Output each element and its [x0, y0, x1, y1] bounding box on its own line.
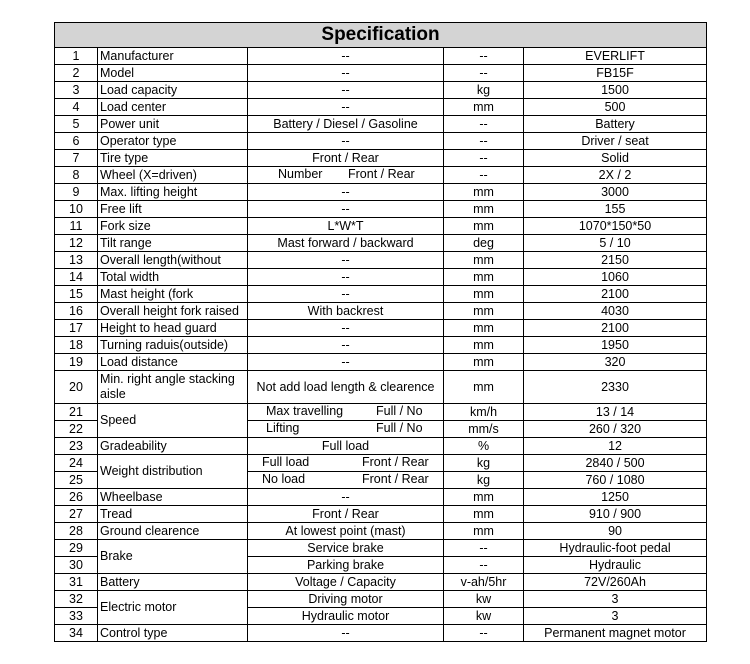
- item-unit: mm: [444, 320, 524, 337]
- row-number: 20: [55, 371, 98, 404]
- table-row: [55, 48, 707, 65]
- table-row: [55, 303, 707, 320]
- item-unit: v-ah/5hr: [444, 574, 524, 591]
- item-name: Fork size: [98, 218, 248, 235]
- item-value: 90: [524, 523, 707, 540]
- item-condition: --: [248, 201, 444, 218]
- item-value: 72V/260Ah: [524, 574, 707, 591]
- item-name: Free lift: [98, 201, 248, 218]
- row-number: 6: [55, 133, 98, 150]
- item-value: Permanent magnet motor: [524, 625, 707, 642]
- item-unit: --: [444, 116, 524, 133]
- item-value: 320: [524, 354, 707, 371]
- item-value: 1950: [524, 337, 707, 354]
- row-number: 17: [55, 320, 98, 337]
- item-name: Tilt range: [98, 235, 248, 252]
- item-value: Hydraulic-foot pedal: [524, 540, 707, 557]
- item-condition: Not add load length & clearence: [248, 371, 444, 404]
- item-name: Load distance: [98, 354, 248, 371]
- row-number: 10: [55, 201, 98, 218]
- item-unit: --: [444, 48, 524, 65]
- item-value: 2840 / 500: [524, 455, 707, 472]
- item-condition: At lowest point (mast): [248, 523, 444, 540]
- row-number: 24: [55, 455, 98, 472]
- item-condition: --: [248, 82, 444, 99]
- item-name: Height to head guard: [98, 320, 248, 337]
- table-row: [55, 150, 707, 167]
- item-name: Tire type: [98, 150, 248, 167]
- item-condition: --: [248, 48, 444, 65]
- table-row: [55, 82, 707, 99]
- table-row: [55, 116, 707, 133]
- table-row: [55, 269, 707, 286]
- item-value: 13 / 14: [524, 404, 707, 421]
- condition-part-b: Full / No: [376, 421, 423, 435]
- item-name: Manufacturer: [98, 48, 248, 65]
- item-value: 1060: [524, 269, 707, 286]
- condition-part-a: Max travelling: [266, 404, 344, 418]
- table-row: [55, 574, 707, 591]
- table-row: [55, 489, 707, 506]
- item-unit: %: [444, 438, 524, 455]
- item-value: 5 / 10: [524, 235, 707, 252]
- item-condition: Hydraulic motor: [248, 608, 444, 625]
- item-value: 260 / 320: [524, 421, 707, 438]
- item-unit: mm: [444, 354, 524, 371]
- table-row: [55, 371, 707, 404]
- row-number: 14: [55, 269, 98, 286]
- item-name: Load capacity: [98, 82, 248, 99]
- table-row: [55, 591, 707, 608]
- item-condition: Front / Rear: [248, 506, 444, 523]
- item-name: Weight distribution: [98, 455, 248, 489]
- item-value: 2330: [524, 371, 707, 404]
- item-value: 500: [524, 99, 707, 116]
- row-number: 30: [55, 557, 98, 574]
- item-condition: --: [248, 337, 444, 354]
- item-condition: With backrest: [248, 303, 444, 320]
- row-number: 21: [55, 404, 98, 421]
- item-condition: [248, 404, 444, 421]
- item-value: Driver / seat: [524, 133, 707, 150]
- row-number: 8: [55, 167, 98, 184]
- table-row: [55, 65, 707, 82]
- item-value: Solid: [524, 150, 707, 167]
- item-name: Wheelbase: [98, 489, 248, 506]
- row-number: 2: [55, 65, 98, 82]
- item-unit: --: [444, 65, 524, 82]
- item-value: Hydraulic: [524, 557, 707, 574]
- table-row: [55, 252, 707, 269]
- table-row: [55, 625, 707, 642]
- row-number: 23: [55, 438, 98, 455]
- condition-part-b: Front / Rear: [348, 167, 415, 181]
- item-name: Operator type: [98, 133, 248, 150]
- table-row: [55, 404, 707, 421]
- item-unit: mm: [444, 184, 524, 201]
- item-name: Min. right angle stacking aisle: [98, 371, 248, 404]
- table-row: [55, 337, 707, 354]
- item-name: Max. lifting height: [98, 184, 248, 201]
- item-condition: Voltage / Capacity: [248, 574, 444, 591]
- item-value: Battery: [524, 116, 707, 133]
- item-unit: mm: [444, 506, 524, 523]
- item-unit: mm: [444, 371, 524, 404]
- item-value: FB15F: [524, 65, 707, 82]
- table-row: [55, 235, 707, 252]
- item-value: 12: [524, 438, 707, 455]
- item-unit: mm/s: [444, 421, 524, 438]
- row-number: 26: [55, 489, 98, 506]
- item-condition: --: [248, 99, 444, 116]
- item-unit: kg: [444, 82, 524, 99]
- table-row: [55, 201, 707, 218]
- row-number: 28: [55, 523, 98, 540]
- row-number: 16: [55, 303, 98, 320]
- item-name: Gradeability: [98, 438, 248, 455]
- item-condition: --: [248, 269, 444, 286]
- condition-part-a: Lifting: [266, 421, 300, 435]
- item-name: Load center: [98, 99, 248, 116]
- item-value: 2X / 2: [524, 167, 707, 184]
- item-condition: [248, 472, 444, 489]
- item-name: Ground clearence: [98, 523, 248, 540]
- item-name: Total width: [98, 269, 248, 286]
- item-condition: --: [248, 184, 444, 201]
- item-name: Speed: [98, 404, 248, 438]
- condition-part-a: Number: [278, 167, 323, 181]
- item-name: Brake: [98, 540, 248, 574]
- table-row: [55, 133, 707, 150]
- item-condition: L*W*T: [248, 218, 444, 235]
- table-row: [55, 523, 707, 540]
- table-row: [55, 506, 707, 523]
- item-name: Turning raduis(outside): [98, 337, 248, 354]
- table-row: [55, 438, 707, 455]
- item-unit: --: [444, 167, 524, 184]
- row-number: 11: [55, 218, 98, 235]
- item-unit: mm: [444, 218, 524, 235]
- item-condition: Parking brake: [248, 557, 444, 574]
- item-condition: [248, 167, 444, 184]
- item-value: 760 / 1080: [524, 472, 707, 489]
- item-unit: km/h: [444, 404, 524, 421]
- item-value: 910 / 900: [524, 506, 707, 523]
- item-unit: --: [444, 540, 524, 557]
- condition-part-a: Full load: [262, 455, 310, 469]
- item-condition: Mast forward / backward: [248, 235, 444, 252]
- table-row: [55, 99, 707, 116]
- item-name: Overall length(without: [98, 252, 248, 269]
- table-row: [55, 540, 707, 557]
- item-value: 3: [524, 591, 707, 608]
- item-condition: Front / Rear: [248, 150, 444, 167]
- row-number: 3: [55, 82, 98, 99]
- item-unit: kg: [444, 455, 524, 472]
- condition-part-b: Front / Rear: [362, 472, 429, 486]
- item-unit: mm: [444, 252, 524, 269]
- item-name: Mast height (fork: [98, 286, 248, 303]
- item-condition: --: [248, 286, 444, 303]
- item-name: Power unit: [98, 116, 248, 133]
- item-value: 2100: [524, 320, 707, 337]
- item-condition: Service brake: [248, 540, 444, 557]
- item-unit: --: [444, 557, 524, 574]
- item-name: Wheel (X=driven): [98, 167, 248, 184]
- row-number: 29: [55, 540, 98, 557]
- row-number: 34: [55, 625, 98, 642]
- table-row: [55, 218, 707, 235]
- row-number: 22: [55, 421, 98, 438]
- item-unit: mm: [444, 286, 524, 303]
- item-unit: kw: [444, 608, 524, 625]
- item-unit: --: [444, 625, 524, 642]
- item-value: 2150: [524, 252, 707, 269]
- item-value: 2100: [524, 286, 707, 303]
- item-value: 3: [524, 608, 707, 625]
- item-value: 155: [524, 201, 707, 218]
- item-condition: --: [248, 625, 444, 642]
- table-row: [55, 320, 707, 337]
- item-unit: --: [444, 133, 524, 150]
- item-condition: Full load: [248, 438, 444, 455]
- row-number: 27: [55, 506, 98, 523]
- row-number: 12: [55, 235, 98, 252]
- item-unit: kw: [444, 591, 524, 608]
- item-unit: mm: [444, 523, 524, 540]
- row-number: 31: [55, 574, 98, 591]
- item-condition: Battery / Diesel / Gasoline: [248, 116, 444, 133]
- table-title: Specification: [55, 23, 707, 48]
- table-row: [55, 286, 707, 303]
- item-condition: --: [248, 489, 444, 506]
- item-unit: mm: [444, 489, 524, 506]
- condition-part-a: No load: [262, 472, 306, 486]
- row-number: 4: [55, 99, 98, 116]
- item-value: 1250: [524, 489, 707, 506]
- item-name: Tread: [98, 506, 248, 523]
- condition-part-b: Front / Rear: [362, 455, 429, 469]
- table-row: [55, 354, 707, 371]
- table-row: [55, 167, 707, 184]
- item-name: Control type: [98, 625, 248, 642]
- item-unit: kg: [444, 472, 524, 489]
- item-condition: [248, 421, 444, 438]
- item-unit: mm: [444, 99, 524, 116]
- item-unit: mm: [444, 303, 524, 320]
- item-condition: --: [248, 133, 444, 150]
- item-condition: --: [248, 354, 444, 371]
- row-number: 7: [55, 150, 98, 167]
- item-unit: --: [444, 150, 524, 167]
- row-number: 32: [55, 591, 98, 608]
- item-condition: --: [248, 65, 444, 82]
- row-number: 15: [55, 286, 98, 303]
- row-number: 25: [55, 472, 98, 489]
- row-number: 19: [55, 354, 98, 371]
- table-title-row: [55, 23, 707, 48]
- item-unit: mm: [444, 337, 524, 354]
- item-name: Model: [98, 65, 248, 82]
- item-value: 4030: [524, 303, 707, 320]
- row-number: 33: [55, 608, 98, 625]
- item-name: Overall height fork raised: [98, 303, 248, 320]
- row-number: 13: [55, 252, 98, 269]
- item-value: 3000: [524, 184, 707, 201]
- item-condition: --: [248, 320, 444, 337]
- item-unit: deg: [444, 235, 524, 252]
- item-condition: Driving motor: [248, 591, 444, 608]
- row-number: 18: [55, 337, 98, 354]
- row-number: 5: [55, 116, 98, 133]
- row-number: 1: [55, 48, 98, 65]
- item-value: EVERLIFT: [524, 48, 707, 65]
- item-unit: mm: [444, 269, 524, 286]
- table-row: [55, 455, 707, 472]
- item-unit: mm: [444, 201, 524, 218]
- item-name: Battery: [98, 574, 248, 591]
- condition-part-b: Full / No: [376, 404, 423, 418]
- item-condition: [248, 455, 444, 472]
- item-value: 1500: [524, 82, 707, 99]
- table-row: [55, 184, 707, 201]
- item-name: Electric motor: [98, 591, 248, 625]
- row-number: 9: [55, 184, 98, 201]
- item-value: 1070*150*50: [524, 218, 707, 235]
- item-condition: --: [248, 252, 444, 269]
- spec-table: [54, 22, 707, 642]
